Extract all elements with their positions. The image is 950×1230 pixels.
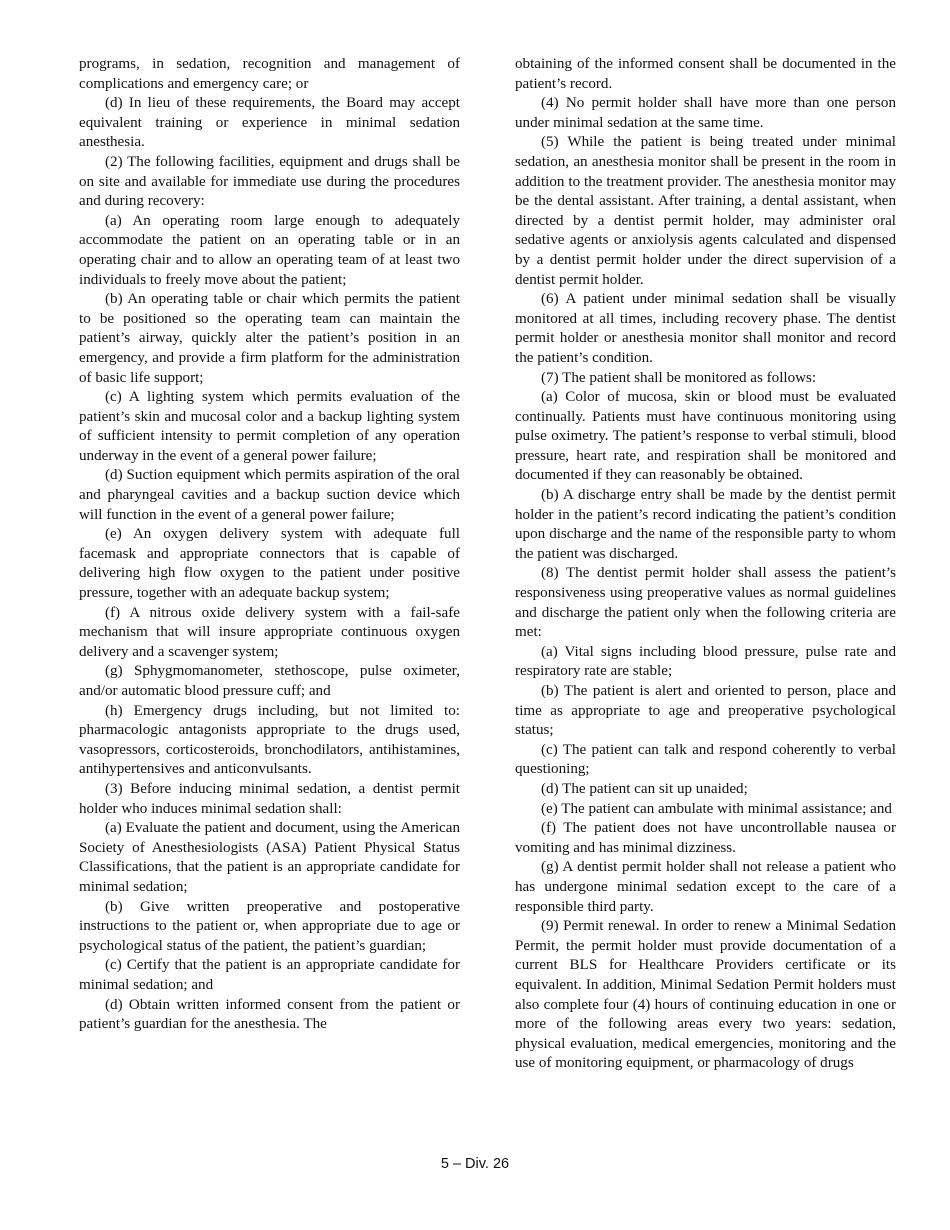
paragraph: (4) No permit holder shall have more than one person under minimal sedation at the same time. [515, 95, 896, 131]
paragraph: (e) An oxygen delivery system with adequate full facemask and appropriate connectors that is capable of delivering high flow oxygen to the patient under positive pressure, together with an adequate backup system; [79, 526, 460, 602]
paragraph: (d) Obtain written informed consent from the patient or patient’s guardian for the anesthesia. The [79, 996, 460, 1033]
paragraph: (g) Sphygmomanometer, stethoscope, pulse oximeter, and/or automatic blood pressure cuff; and [79, 663, 460, 699]
paragraph: (g) A dentist permit holder shall not release a patient who has undergone minimal sedation except to the care of a responsible third party. [515, 859, 896, 915]
paragraph: (b) An operating table or chair which permits the patient to be positioned so the operating team can maintain the patient’s airway, quickly alter the patient’s position in an emergency, and provide a firm platform for the administration of basic life support; [79, 291, 460, 386]
paragraph: (b) A discharge entry shall be made by the dentist permit holder in the patient’s record indicating the patient’s condition upon discharge and the name of the responsible party to whom the patient was discharged. [515, 487, 896, 562]
paragraph: (2) The following facilities, equipment and drugs shall be on site and available for immediate use during the procedures and during recovery: [79, 153, 460, 210]
paragraph: (f) A nitrous oxide delivery system with a fail-safe mechanism that will insure appropriate continuous oxygen delivery and a scavenger system; [79, 604, 460, 660]
paragraph: (b) The patient is alert and oriented to person, place and time as appropriate to age and preoperative psychological status; [515, 683, 896, 739]
paragraph: obtaining of the informed consent shall be documented in the patient’s record. [515, 56, 896, 92]
paragraph: (8) The dentist permit holder shall assess the patient’s responsiveness using preoperative values as normal guidelines and discharge the patient only when the following criteria are met: [515, 565, 896, 641]
paragraph: (9) Permit renewal. In order to renew a Minimal Sedation Permit, the permit holder must provide documentation of a current BLS for Healthcare Providers certificate or its equivalent. In addition, Minimal Sedation Permit holders must also complete four (4) hours of continuing education in one or more of the following areas every two years: sedation, physical evaluation, medical emergencies, monitoring and the use of monitoring equipment, or pharmacology of drugs [515, 918, 896, 1072]
paragraph: (d) The patient can sit up unaided; [541, 780, 748, 797]
left-column [79, 55, 460, 1035]
paragraph: (a) Vital signs including blood pressure, pulse rate and respiratory rate are stable; [515, 643, 896, 680]
paragraph: programs, in sedation, recognition and management of complications and emergency care; or [79, 56, 460, 92]
paragraph: (c) Certify that the patient is an appropriate candidate for minimal sedation; and [79, 957, 460, 993]
paragraph: (6) A patient under minimal sedation shall be visually monitored at all times, including recovery phase. The dentist permit holder or anesthesia monitor shall monitor and record the patient’s condition. [515, 291, 896, 366]
page-number: 5 – Div. 26 [440, 1156, 510, 1172]
paragraph: (5) While the patient is being treated under minimal sedation, an anesthesia monitor shall be present in the room in addition to the treatment provider. The anesthesia monitor may be the dental assistant. After training, a dental assistant, when directed by a dentist permit holder, may administer oral sedative agents or anxiolysis agents calculated and dispensed by a dentist permit holder under the direct supervision of a dentist permit holder. [515, 134, 896, 288]
paragraph: (c) A lighting system which permits evaluation of the patient’s skin and mucosal color and a backup lighting system of sufficient intensity to permit completion of any operation underway in the event of a general power failure; [79, 389, 460, 464]
paragraph: (7) The patient shall be monitored as follows: [541, 369, 817, 386]
paragraph: (3) Before inducing minimal sedation, a dentist permit holder who induces minimal sedation shall: [79, 780, 460, 817]
right-column [515, 55, 896, 1074]
paragraph: (d) In lieu of these requirements, the Board may accept equivalent training or experience in minimal sedation anesthesia. [79, 95, 460, 151]
paragraph: (a) Evaluate the patient and document, using the American Society of Anesthesiologists (ASA) Patient Physical Status Classifications, that the patient is an appropriate candidate for minimal sedation; [79, 820, 460, 895]
paragraph: (a) Color of mucosa, skin or blood must be evaluated continually. Patients must have continuous monitoring using pulse oximetry. The patient’s response to verbal stimuli, blood pressure, heart rate, and respiration shall be monitored and documented if they can reasonably be obtained. [515, 389, 896, 484]
paragraph: (b) Give written preoperative and postoperative instructions to the patient or, when appropriate due to age or psychological status of the patient, the patient’s guardian; [79, 898, 460, 954]
paragraph: (d) Suction equipment which permits aspiration of the oral and pharyngeal cavities and a backup suction device which will function in the event of a general power failure; [79, 467, 460, 523]
page-footer [0, 1156, 950, 1172]
paragraph: (e) The patient can ambulate with minimal assistance; and [541, 800, 892, 817]
paragraph: (h) Emergency drugs including, but not limited to: pharmacologic antagonists appropriate to the drugs used, vasopressors, corticosteroids, bronchodilators, antihistamines, antihypertensives and anticonvulsants. [79, 702, 460, 778]
paragraph: (c) The patient can talk and respond coherently to verbal questioning; [515, 741, 896, 778]
paragraph: (f) The patient does not have uncontrollable nausea or vomiting and has minimal dizziness. [515, 820, 896, 856]
paragraph: (a) An operating room large enough to adequately accommodate the patient on an operating table or in an operating chair and to allow an operating team of at least two individuals to freely move about the patient; [79, 212, 460, 288]
